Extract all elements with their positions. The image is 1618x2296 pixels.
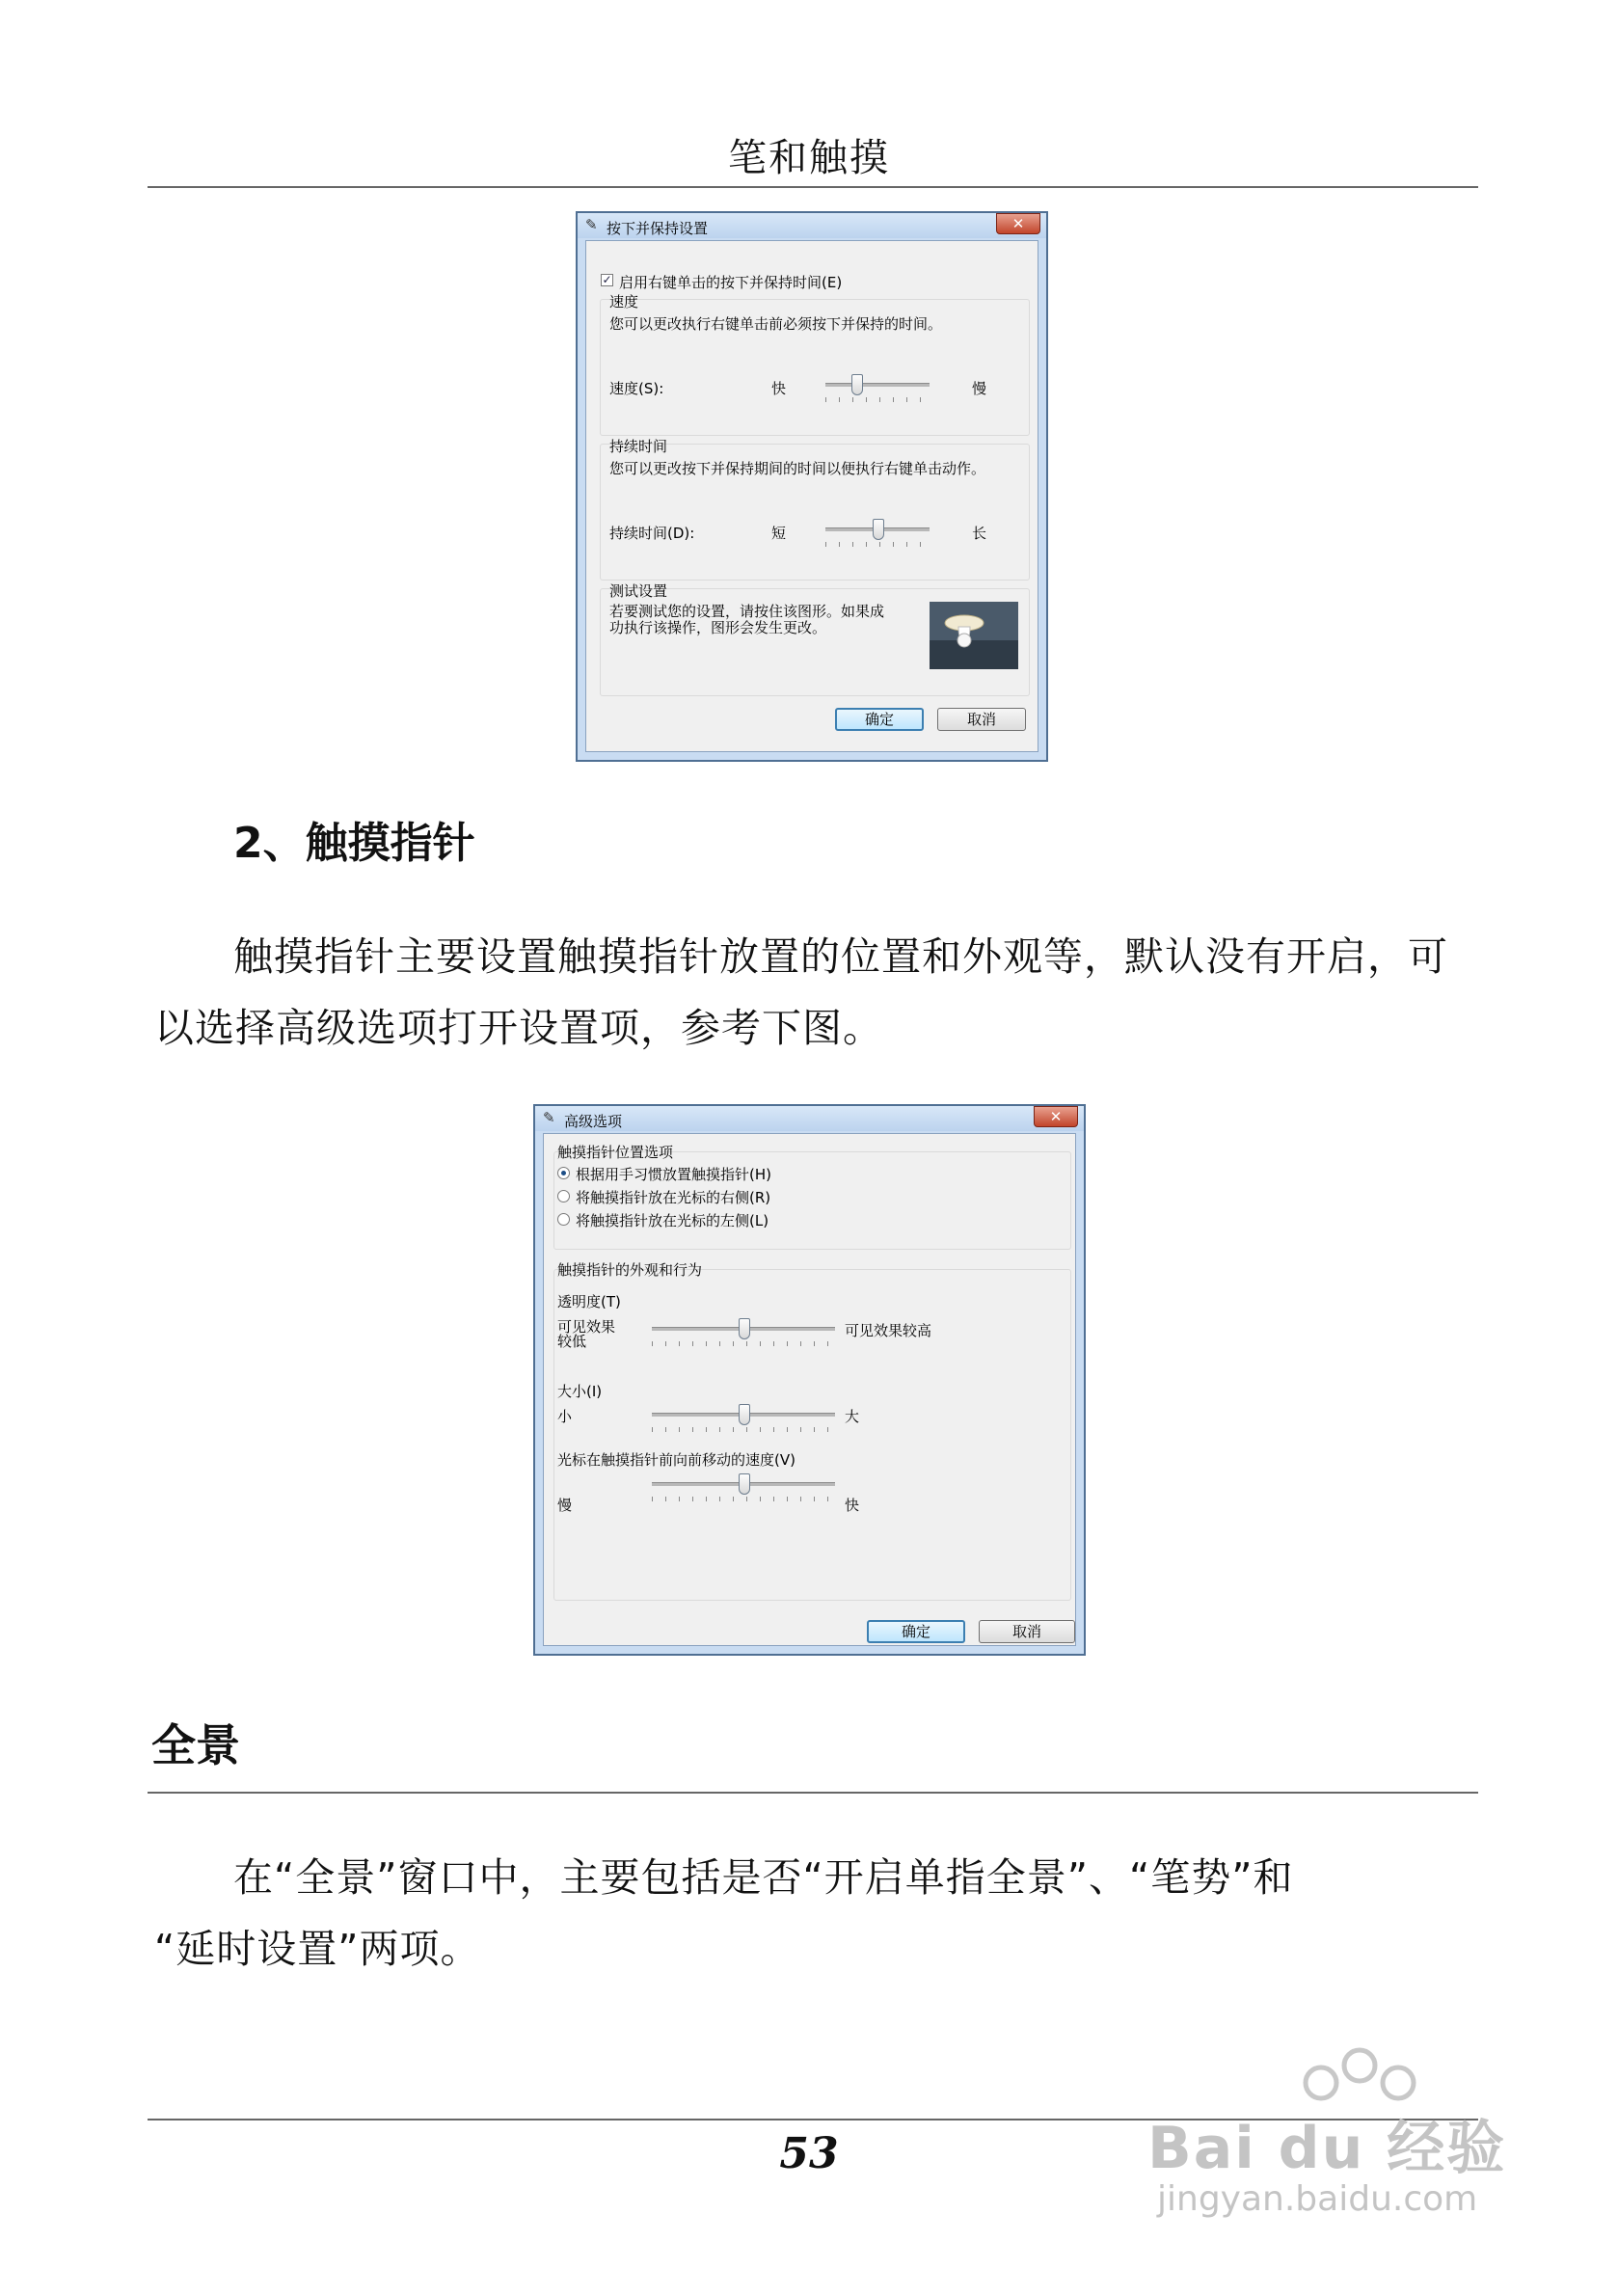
radio-right-of-cursor-label: 将触摸指针放在光标的右侧(R) [576, 1189, 771, 1206]
duration-min-label: 短 [771, 525, 787, 542]
ok-button[interactable]: 确定 [835, 708, 924, 731]
close-button[interactable]: ✕ [996, 213, 1040, 234]
cursor-speed-max-label: 快 [845, 1497, 860, 1514]
section-heading-panning: 全景 [151, 1719, 240, 1771]
speed-slider[interactable] [825, 374, 930, 403]
pen-icon: ✎ [543, 1109, 555, 1126]
radio-right-of-cursor[interactable] [557, 1190, 570, 1202]
radio-handedness[interactable] [557, 1167, 570, 1179]
size-max-label: 大 [845, 1408, 860, 1425]
cursor-speed-slider[interactable] [652, 1473, 835, 1502]
baidu-watermark [1147, 2044, 1533, 2228]
speed-max-label: 慢 [972, 380, 987, 397]
paragraph-line: 以选择高级选项打开设置项，参考下图。 [154, 1005, 883, 1051]
page-number: 53 [779, 2129, 839, 2178]
header-rule [148, 186, 1478, 188]
paragraph-line: 触摸指针主要设置触摸指针放置的位置和外观等，默认没有开启，可 [233, 933, 1448, 980]
transparency-max-label: 可见效果较高 [845, 1322, 932, 1339]
paragraph-line: “延时设置”两项。 [154, 1926, 481, 1972]
speed-heading: 速度 [609, 293, 639, 311]
title-bar [578, 213, 1046, 238]
appearance-heading: 触摸指针的外观和行为 [557, 1261, 703, 1279]
duration-description: 您可以更改按下并保持期间的时间以便执行右键单击动作。 [609, 460, 986, 477]
cancel-button[interactable]: 取消 [979, 1620, 1075, 1643]
enable-press-hold-label: 启用右键单击的按下并保持时间(E) [619, 274, 843, 291]
radio-left-of-cursor-label: 将触摸指针放在光标的左侧(L) [576, 1212, 769, 1229]
size-slider-thumb[interactable] [739, 1404, 750, 1425]
position-options-heading: 触摸指针位置选项 [557, 1144, 674, 1161]
speed-description: 您可以更改执行右键单击前必须按下并保持的时间。 [609, 315, 943, 333]
watermark-url: jingyan.baidu.com [1157, 2179, 1478, 2219]
paragraph-line: 在“全景”窗口中，主要包括是否“开启单指全景”、“笔势”和 [233, 1854, 1294, 1901]
section-rule [148, 1792, 1478, 1794]
cancel-button[interactable]: 取消 [937, 708, 1026, 731]
dialog-client [543, 1133, 1076, 1646]
speed-min-label: 快 [771, 380, 787, 397]
dialog-title: 按下并保持设置 [607, 220, 709, 237]
ok-button[interactable]: 确定 [867, 1620, 965, 1643]
cursor-speed-label: 光标在触摸指针前向前移动的速度(V) [557, 1451, 796, 1469]
test-heading: 测试设置 [609, 582, 668, 600]
duration-heading: 持续时间 [609, 438, 668, 455]
duration-slider[interactable] [825, 519, 930, 548]
radio-left-of-cursor[interactable] [557, 1213, 570, 1226]
size-label: 大小(I) [557, 1383, 603, 1400]
size-min-label: 小 [557, 1408, 573, 1425]
title-bar [535, 1106, 1084, 1131]
speed-label: 速度(S): [609, 380, 664, 397]
transparency-slider[interactable] [652, 1318, 835, 1347]
speed-slider-thumb[interactable] [851, 374, 863, 395]
press-hold-dialog [576, 211, 1048, 762]
radio-handedness-label: 根据用手习惯放置触摸指针(H) [576, 1166, 771, 1183]
dialog-client [585, 240, 1038, 752]
watermark-brand: Bai du 经验 [1147, 2115, 1507, 2182]
duration-max-label: 长 [972, 525, 987, 542]
cursor-speed-min-label: 慢 [557, 1497, 573, 1514]
transparency-min-label: 可见效果 较低 [557, 1318, 616, 1350]
advanced-options-dialog [533, 1104, 1086, 1656]
size-slider[interactable] [652, 1404, 835, 1433]
test-graphic[interactable] [930, 602, 1018, 669]
duration-label: 持续时间(D): [609, 525, 695, 542]
duration-slider-thumb[interactable] [873, 519, 884, 540]
section-heading-touch-pointer: 2、触摸指针 [233, 819, 475, 868]
transparency-slider-thumb[interactable] [739, 1318, 750, 1339]
cursor-speed-slider-thumb[interactable] [739, 1473, 750, 1495]
test-description: 若要测试您的设置，请按住该图形。如果成功执行该操作，图形会发生更改。 [609, 603, 885, 636]
enable-press-hold-checkbox[interactable]: ✓ [602, 273, 612, 286]
transparency-label: 透明度(T) [557, 1293, 621, 1310]
running-header: 笔和触摸 [728, 136, 890, 180]
close-button[interactable]: ✕ [1034, 1106, 1078, 1127]
pen-icon: ✎ [585, 216, 598, 233]
dialog-title: 高级选项 [564, 1113, 623, 1130]
